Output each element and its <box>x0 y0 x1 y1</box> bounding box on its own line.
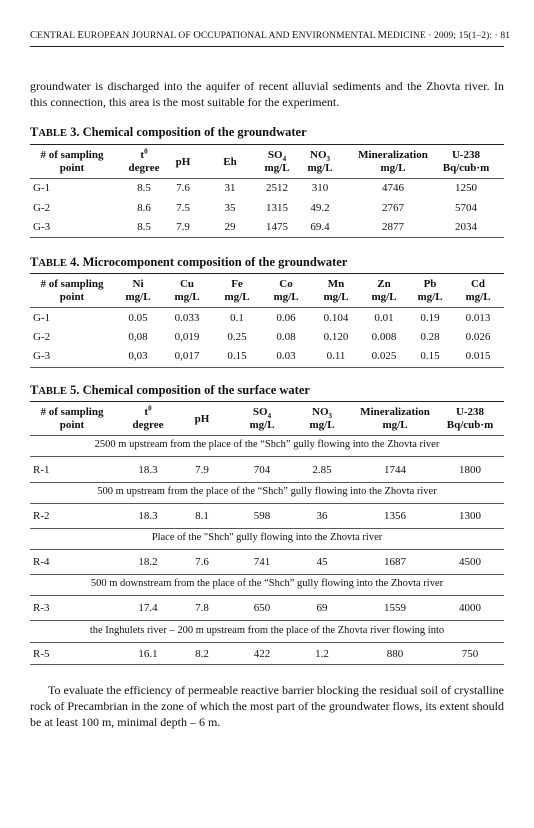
table-cell: 0.026 <box>465 331 491 343</box>
table-cell: 8.1 <box>195 510 209 522</box>
table-cell: 0.05 <box>128 312 148 324</box>
column-header-unit: point <box>59 162 85 174</box>
table4-caption <box>30 255 347 270</box>
row-label: G-3 <box>33 221 51 233</box>
caption-smallcaps: ABLE <box>38 386 67 397</box>
row-label: G-3 <box>33 350 51 362</box>
column-header-sup: 0 <box>148 404 152 413</box>
table-cell: 18.2 <box>138 556 158 568</box>
table-cell: 4500 <box>459 556 481 568</box>
row-label: R-4 <box>33 556 50 568</box>
column-header-text: # of sampling <box>40 406 104 418</box>
column-header-unit: degree <box>128 162 160 174</box>
table-cell: 1315 <box>266 202 288 214</box>
table-cell: 7.8 <box>195 602 209 614</box>
table-cell: 69 <box>316 602 328 614</box>
column-header-text: SO <box>252 406 268 418</box>
caption-text: 4. Microcomponent composition of the groundwater <box>66 255 348 269</box>
column-header-text: Eh <box>223 156 237 168</box>
table3-header-rule <box>30 178 504 179</box>
table-cell: 8.5 <box>137 182 151 194</box>
table-cell: 0.120 <box>323 331 349 343</box>
closing-paragraph: To evaluate the efficiency of permeable reactive barrier blocking the residual soil of crystalline rock of Precambrian in the zone of which the most part of the groundwater flows, its extent should be at least 100 m, minimal depth – 6 m. <box>30 683 504 729</box>
table-cell: 0.033 <box>174 312 200 324</box>
table-cell: 2034 <box>455 221 477 233</box>
column-header-unit: mg/L <box>224 291 250 303</box>
column-header-text: U-238 <box>451 149 481 161</box>
table4-top-rule <box>30 273 504 274</box>
row-rule <box>30 482 504 483</box>
table-cell: 18.3 <box>138 464 158 476</box>
column-header-text: Mn <box>327 278 345 290</box>
column-header-sub: 4 <box>282 155 287 164</box>
row-label: G-2 <box>33 202 51 214</box>
table-cell: 0.15 <box>227 350 247 362</box>
running-header <box>30 30 510 41</box>
group-rule <box>30 642 504 643</box>
column-header-text: # of sampling <box>40 278 104 290</box>
group-rule <box>30 595 504 596</box>
table4-bottom-rule <box>30 367 504 368</box>
table-cell: 0.11 <box>326 350 346 362</box>
table-cell: 1800 <box>459 464 481 476</box>
table-cell: 2767 <box>382 202 404 214</box>
table-cell: 310 <box>311 182 329 194</box>
table-cell: 17.4 <box>138 602 158 614</box>
column-header-sub: 4 <box>267 412 272 421</box>
table-cell: 49.2 <box>310 202 330 214</box>
table-cell: 2512 <box>266 182 288 194</box>
column-header-unit: mg/L <box>417 291 443 303</box>
table-cell: 1744 <box>384 464 406 476</box>
table-cell: 18.3 <box>138 510 158 522</box>
table-cell: 1300 <box>459 510 481 522</box>
table-cell: 1559 <box>384 602 406 614</box>
table3-top-rule <box>30 144 504 145</box>
table-cell: 31 <box>224 182 236 194</box>
header-initial: E <box>77 30 84 41</box>
table-cell: 8.2 <box>195 648 209 660</box>
table-cell: 8.6 <box>137 202 151 214</box>
table-cell: 36 <box>316 510 328 522</box>
table4-header-rule <box>30 307 504 308</box>
caption-initial: T <box>30 383 39 397</box>
header-initial: M <box>377 30 388 41</box>
header-text: OURNAL OF <box>136 31 194 41</box>
header-initial: O <box>193 30 201 41</box>
row-rule <box>30 528 504 529</box>
table-cell: 4746 <box>382 182 404 194</box>
caption-initial: T <box>30 125 39 139</box>
table-cell: 7.9 <box>176 221 190 233</box>
column-header-text: Cu <box>179 278 195 290</box>
table5-header-rule <box>30 435 504 436</box>
table-cell: 0.025 <box>371 350 397 362</box>
column-header-text: Zn <box>377 278 391 290</box>
column-header-unit: mg/L <box>273 291 299 303</box>
column-header-unit: mg/L <box>371 291 397 303</box>
table-cell: 16.1 <box>138 648 158 660</box>
column-header-unit: degree <box>132 419 164 431</box>
intro-paragraph: groundwater is discharged into the aquifer of recent alluvial sediments and the Zhovta river. In this connection, this area is the most suitable for the experiment. <box>30 79 504 109</box>
table-cell: 5704 <box>455 202 477 214</box>
row-label: G-1 <box>33 182 51 194</box>
table-cell: 7.6 <box>195 556 209 568</box>
table-cell: 0,019 <box>174 331 200 343</box>
column-header-text: NO <box>312 406 329 418</box>
table-cell: 0,03 <box>128 350 148 362</box>
column-header-unit: mg/L <box>264 162 290 174</box>
table-cell: 7.5 <box>176 202 190 214</box>
column-header-name <box>425 406 515 419</box>
row-label: R-5 <box>33 648 50 660</box>
table-cell: 35 <box>224 202 236 214</box>
column-header-text: Mineralization <box>360 406 430 418</box>
table-cell: 0.06 <box>276 312 296 324</box>
header-divider <box>30 46 504 47</box>
column-header-text: pH <box>194 413 210 425</box>
table-cell: 45 <box>316 556 328 568</box>
table-cell: 0.28 <box>420 331 440 343</box>
table-cell: 741 <box>253 556 271 568</box>
header-text: NVIRONMENTAL <box>298 31 378 41</box>
table-cell: 650 <box>253 602 271 614</box>
column-header-text: Mineralization <box>358 149 428 161</box>
table-cell: 69.4 <box>310 221 330 233</box>
column-header-text: Pb <box>423 278 437 290</box>
caption-smallcaps: ABLE <box>38 128 67 139</box>
row-label: G-1 <box>33 312 51 324</box>
column-header-sup: 0 <box>144 147 148 156</box>
table-cell: 0.015 <box>465 350 491 362</box>
column-header-unit: mg/L <box>125 291 151 303</box>
column-header-text: Cd <box>470 278 486 290</box>
column-header-sub: 3 <box>326 155 330 164</box>
header-text: CCUPATIONAL AND <box>200 31 293 41</box>
caption-text: 5. Chemical composition of the surface water <box>66 383 310 397</box>
table-cell: 8.5 <box>137 221 151 233</box>
group-rule <box>30 456 504 457</box>
column-header <box>421 149 511 175</box>
column-header-unit: mg/L <box>307 162 333 174</box>
table-cell: 0,08 <box>128 331 148 343</box>
row-rule <box>30 574 504 575</box>
table-cell: 1250 <box>455 182 477 194</box>
column-header <box>433 278 523 304</box>
group-label: the Inghulets river – 200 m upstream from the place of the Zhovta river flowing into <box>89 625 445 636</box>
group-label: Place of the "Shch" gully flowing into the Zhovta river <box>151 532 383 543</box>
column-header-text: pH <box>175 156 191 168</box>
row-label: R-2 <box>33 510 50 522</box>
column-header-text: t <box>140 149 145 161</box>
row-rule <box>30 620 504 621</box>
column-header-text: NO <box>310 149 327 161</box>
column-header-unit: Bq/cub·m <box>442 162 490 174</box>
header-text: UROPEAN <box>83 31 132 41</box>
column-header-text: Fe <box>231 278 243 290</box>
table-cell: 7.6 <box>176 182 190 194</box>
table3-bottom-rule <box>30 237 504 238</box>
table-cell: 0.03 <box>276 350 296 362</box>
table-cell: 0.01 <box>374 312 394 324</box>
column-header-name <box>421 149 511 162</box>
group-rule <box>30 503 504 504</box>
table-cell: 1475 <box>266 221 288 233</box>
column-header-unit: mg/L <box>380 162 406 174</box>
table-cell: 0.104 <box>323 312 349 324</box>
table-cell: 0.08 <box>276 331 296 343</box>
table-cell: 422 <box>253 648 271 660</box>
column-header-text: U-238 <box>455 406 485 418</box>
table-cell: 0.25 <box>227 331 247 343</box>
table3-caption <box>30 125 307 140</box>
column-header-unit: mg/L <box>465 291 491 303</box>
table-cell: 4000 <box>459 602 481 614</box>
caption-text: 3. Chemical composition of the groundwater <box>66 125 307 139</box>
caption-initial: T <box>30 255 39 269</box>
group-label: 500 m upstream from the place of the “Shch” gully flowing into the Zhovta river <box>97 486 437 497</box>
group-label: 2500 m upstream from the place of the “Shch” gully flowing into the Zhovta river <box>94 439 440 450</box>
table-cell: 880 <box>386 648 404 660</box>
caption-smallcaps: ABLE <box>38 258 67 269</box>
table-cell: 0.19 <box>420 312 440 324</box>
header-text: EDICINE <box>387 31 426 41</box>
column-header-text: t <box>144 406 149 418</box>
table-cell: 0.013 <box>465 312 491 324</box>
table-cell: 2877 <box>382 221 404 233</box>
table-cell: 29 <box>224 221 236 233</box>
row-label: R-1 <box>33 464 50 476</box>
group-label: 500 m downstream from the place of the “Shch” gully flowing into the Zhovta river <box>90 578 444 589</box>
table-cell: 0.008 <box>371 331 397 343</box>
column-header-text: Co <box>279 278 293 290</box>
column-header-unit: mg/L <box>249 419 275 431</box>
header-initial: E <box>292 30 299 41</box>
column-header-text: Ni <box>132 278 144 290</box>
table-cell: 704 <box>253 464 271 476</box>
table-cell: 598 <box>253 510 271 522</box>
table-cell: 0,017 <box>174 350 200 362</box>
column-header-sub: 3 <box>328 412 332 421</box>
column-header-unit: point <box>59 419 85 431</box>
row-rule <box>30 664 504 665</box>
column-header <box>425 406 515 432</box>
row-label: R-3 <box>33 602 50 614</box>
column-header-text: SO <box>267 149 283 161</box>
table5-top-rule <box>30 401 504 402</box>
column-header-unit: mg/L <box>309 419 335 431</box>
table-cell: 0.1 <box>230 312 244 324</box>
column-header-unit: mg/L <box>382 419 408 431</box>
table-cell: 1.2 <box>315 648 329 660</box>
table5-caption <box>30 383 310 398</box>
table-cell: 1356 <box>384 510 406 522</box>
column-header-name <box>433 278 523 291</box>
header-initial: J <box>131 30 137 41</box>
table-cell: 0.15 <box>420 350 440 362</box>
table-cell: 750 <box>461 648 479 660</box>
table-cell: 2.85 <box>312 464 332 476</box>
column-header-unit: mg/L <box>323 291 349 303</box>
column-header-text: # of sampling <box>40 149 104 161</box>
group-rule <box>30 549 504 550</box>
header-text: ENTRAL <box>37 31 78 41</box>
table-cell: 1687 <box>384 556 406 568</box>
column-header-unit: point <box>59 291 85 303</box>
header-initial: C <box>30 30 38 41</box>
table-cell: 7.9 <box>195 464 209 476</box>
column-header-unit: Bq/cub·m <box>446 419 494 431</box>
header-issue-info: · 2009; 15(1–2): · 81 <box>425 31 511 41</box>
column-header-unit: mg/L <box>174 291 200 303</box>
row-label: G-2 <box>33 331 51 343</box>
